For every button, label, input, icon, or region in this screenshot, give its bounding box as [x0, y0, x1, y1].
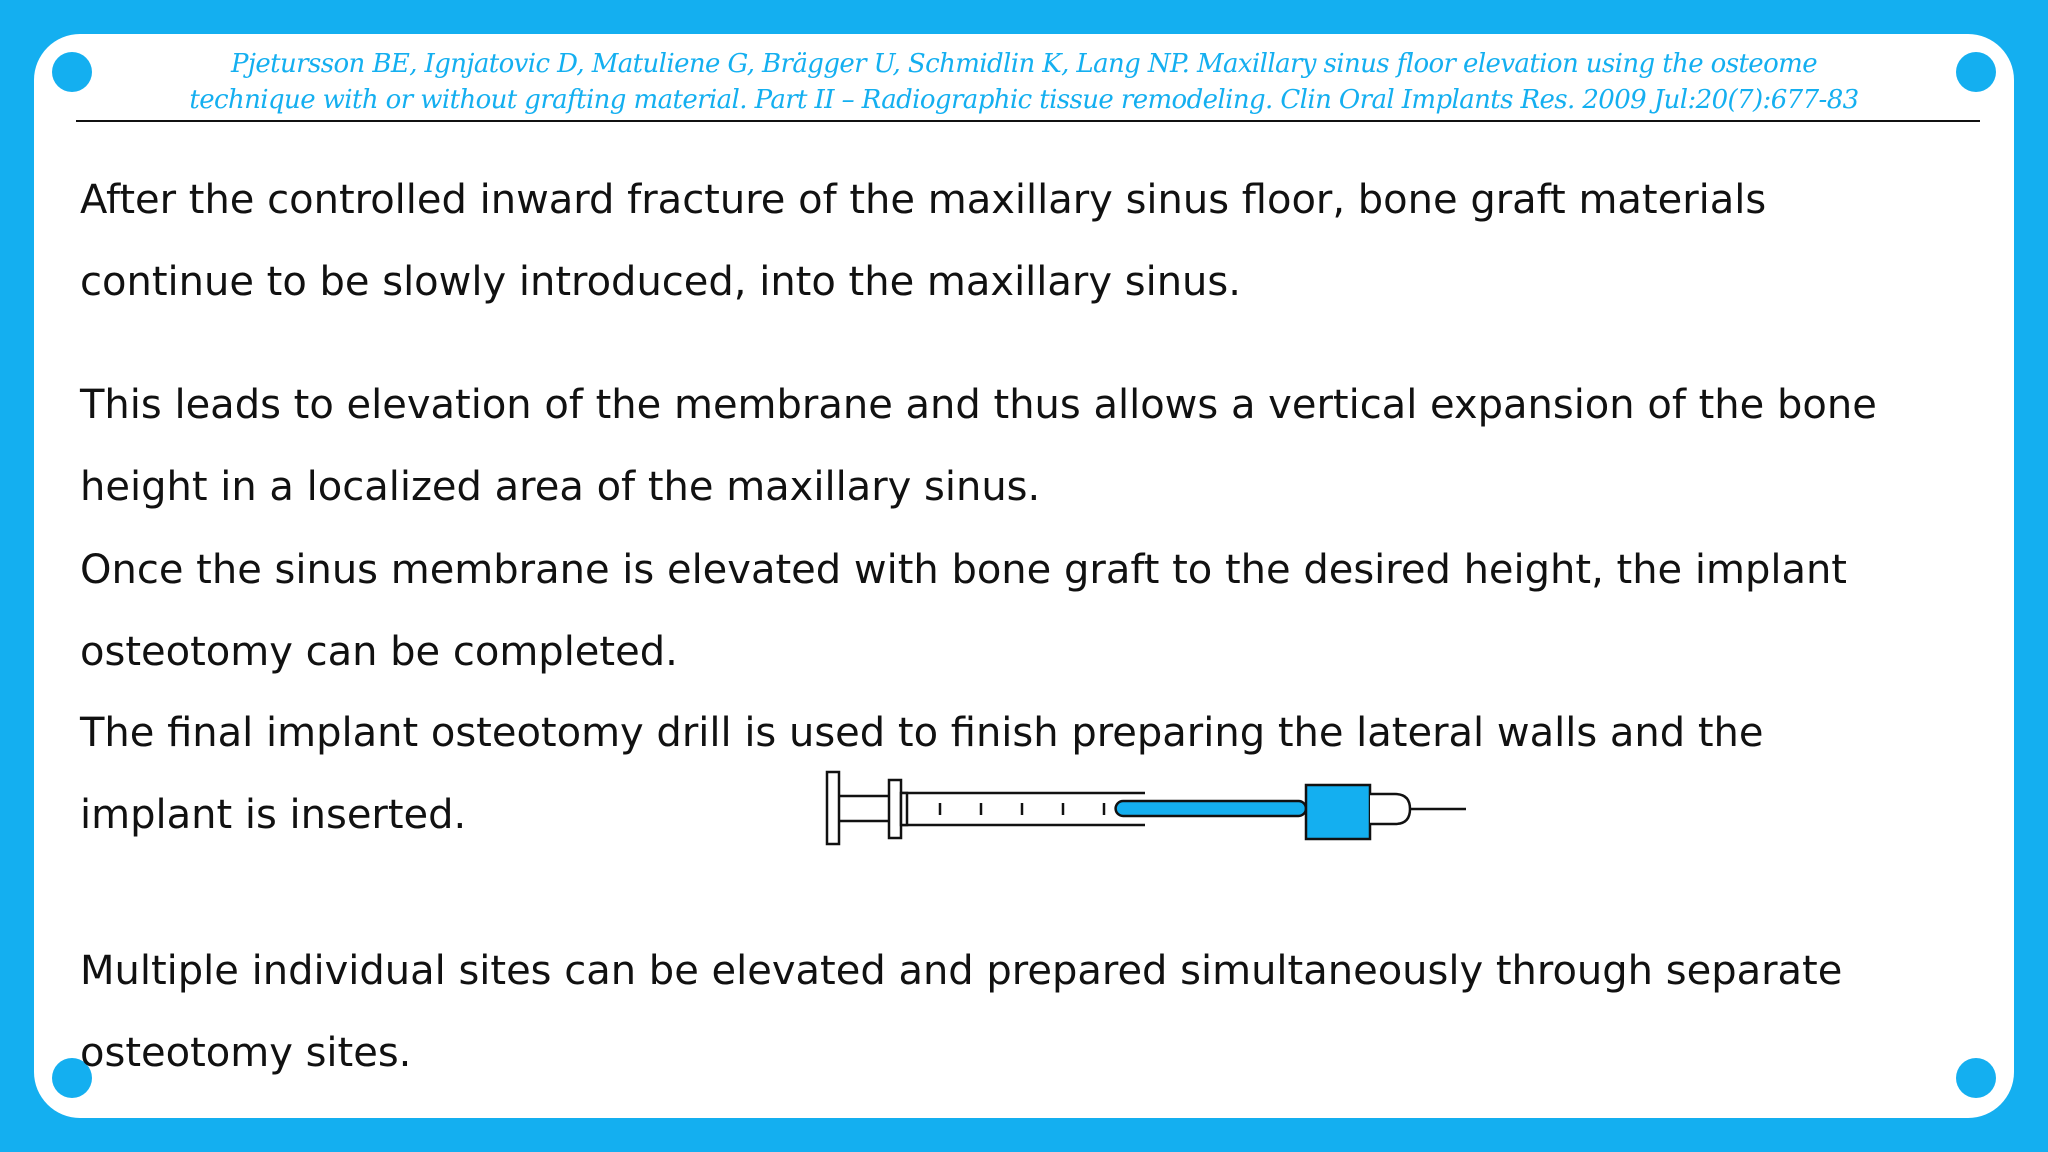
paragraph-line: osteotomy can be completed.	[80, 629, 678, 675]
paragraph-line: Once the sinus membrane is elevated with bone graft to the desired height, the implant	[80, 547, 1847, 593]
header-divider	[76, 120, 1980, 122]
paragraph-line: After the controlled inward fracture of the maxillary sinus floor, bone graft materials	[80, 177, 1767, 223]
paragraph-line: implant is inserted.	[80, 792, 467, 838]
syringe-liquid	[1116, 801, 1306, 816]
paragraph-line: continue to be slowly introduced, into the maxillary sinus.	[80, 259, 1241, 305]
syringe-hub	[1306, 785, 1370, 839]
slide-card	[34, 34, 2014, 1118]
citation-line-2: technique with or without grafting material. Part II – Radiographic tissue remodeling. Clin Oral Implants Res. 2009 Jul:20(7):677-83	[189, 85, 1859, 115]
corner-dot-bottom-right	[1956, 1058, 1996, 1098]
paragraph-line: This leads to elevation of the membrane and thus allows a vertical expansion of the bone	[80, 382, 1877, 428]
citation-line-1: Pjetursson BE, Ignjatovic D, Matuliene G, Brägger U, Schmidlin K, Lang NP. Maxillary sinus floor elevation using the osteome	[231, 49, 1817, 79]
paragraph-multiple-sites	[80, 930, 1960, 1094]
paragraph-inward-fracture	[80, 159, 1960, 323]
paragraph-line: The final implant osteotomy drill is used to finish preparing the lateral walls and the	[80, 710, 1764, 756]
paragraph-line: height in a localized area of the maxillary sinus.	[80, 464, 1041, 510]
syringe-plunger-rest	[827, 772, 839, 844]
paragraph-membrane-elevation	[80, 364, 1960, 528]
paragraph-line: osteotomy sites.	[80, 1030, 412, 1076]
syringe-flange	[889, 780, 901, 838]
paragraph-osteotomy-completion	[80, 529, 1960, 693]
paragraph-line: Multiple individual sites can be elevated and prepared simultaneously through separate	[80, 948, 1843, 994]
citation-header	[74, 46, 1974, 118]
syringe-icon	[790, 766, 1470, 886]
